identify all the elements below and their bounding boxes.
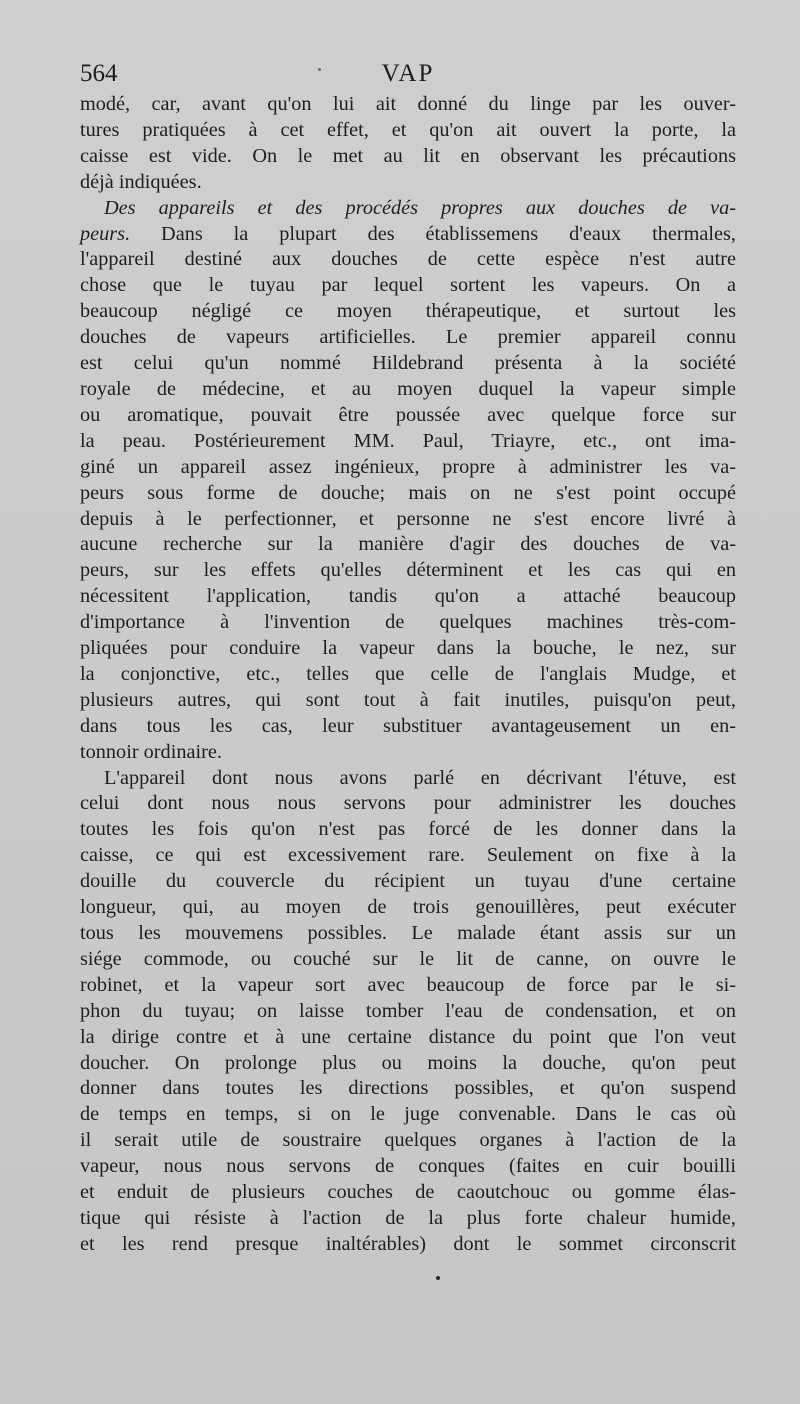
page-number: 564	[80, 60, 118, 87]
text-line: caisse est vide. On le met au lit en observant les précautions	[80, 144, 736, 167]
text-line: siége commode, ou couché sur le lit de canne, on ouvre le	[80, 947, 736, 970]
text-line: robinet, et la vapeur sort avec beaucoup de force par le si-	[80, 973, 736, 996]
body-text	[80, 92, 736, 1258]
text-line: et les rend presque inaltérables) dont le sommet circonscrit	[80, 1232, 736, 1255]
text-line: peurs sous forme de douche; mais on ne s'est point occupé	[80, 481, 736, 504]
text-line: vapeur, nous nous servons de conques (faites en cuir bouilli	[80, 1155, 736, 1178]
text-line: tous les mouvemens possibles. Le malade étant assis sur un	[80, 922, 736, 944]
text-line: modé, car, avant qu'on lui ait donné du linge par les ouver-	[80, 93, 736, 115]
text-line: l'appareil destiné aux douches de cette espèce n'est autre	[80, 248, 736, 271]
text-line: la dirige contre et à une certaine distance du point que l'on veut	[80, 1025, 736, 1048]
text-line: toutes les fois qu'on n'est pas forcé de les donner dans la	[80, 818, 736, 841]
text-line: beaucoup négligé ce moyen thérapeutique, et surtout les	[80, 300, 736, 323]
text-line	[80, 222, 736, 248]
text-line: la peau. Postérieurement MM. Paul, Triayre, etc., ont ima-	[80, 429, 736, 452]
text-line: donner dans toutes les directions possibles, et qu'on suspend	[80, 1077, 736, 1100]
text-line: plusieurs autres, qui sont tout à fait inutiles, puisqu'on peut,	[80, 688, 736, 711]
text-line: pliquées pour conduire la vapeur dans la bouche, le nez, sur	[80, 637, 736, 660]
text-line: peurs, sur les effets qu'elles déterminent et les cas qui en	[80, 559, 736, 582]
text-line-rest: Dans la plupart des établissemens d'eaux thermales,	[130, 222, 736, 245]
text-line: douches de vapeurs artificielles. Le premier appareil connu	[80, 326, 736, 349]
section-heading-tail: peurs.	[80, 222, 131, 245]
text-line: d'importance à l'invention de quelques machines très-com-	[80, 611, 736, 634]
text-line: doucher. On prolonge plus ou moins la douche, qu'on peut	[80, 1051, 736, 1074]
text-line: dans tous les cas, leur substituer avantageusement un en-	[80, 714, 736, 737]
text-line: celui dont nous nous servons pour administrer les douches	[80, 792, 736, 815]
text-line: longueur, qui, au moyen de trois genouillères, peut exécuter	[80, 896, 736, 919]
text-line: depuis à le perfectionner, et personne ne s'est encore livré à	[80, 507, 736, 530]
ink-speck	[436, 1276, 440, 1280]
text-line: et enduit de plusieurs couches de caoutchouc ou gomme élas-	[80, 1181, 736, 1204]
text-line: tique qui résiste à l'action de la plus forte chaleur humide,	[80, 1206, 736, 1229]
text-line: tures pratiquées à cet effet, et qu'on ait ouvert la porte, la	[80, 118, 736, 141]
text-line: aucune recherche sur la manière d'agir des douches de va-	[80, 533, 736, 556]
text-line: L'appareil dont nous avons parlé en décrivant l'étuve, est	[104, 766, 736, 789]
text-line: tonnoir ordinaire.	[80, 740, 222, 763]
text-line: la conjonctive, etc., telles que celle de l'anglais Mudge, et	[80, 662, 736, 685]
section-heading-line: Des appareils et des procédés propres aux douches de va-	[104, 196, 736, 219]
text-line: chose que le tuyau par lequel sortent les vapeurs. On a	[80, 274, 736, 297]
text-line: est celui qu'un nommé Hildebrand présenta à la société	[80, 352, 736, 375]
ink-speck	[318, 68, 321, 71]
text-line: ou aromatique, pouvait être poussée avec quelque force sur	[80, 403, 736, 426]
text-line: giné un appareil assez ingénieux, propre à administrer les va-	[80, 455, 736, 478]
text-line: déjà indiquées.	[80, 170, 202, 193]
text-line: il serait utile de soustraire quelques organes à l'action de la	[80, 1129, 736, 1152]
text-line: royale de médecine, et au moyen duquel la vapeur simple	[80, 377, 736, 400]
page-header	[80, 60, 736, 92]
text-line: douille du couvercle du récipient un tuyau d'une certaine	[80, 870, 736, 893]
text-line: phon du tuyau; on laisse tomber l'eau de condensation, et on	[80, 999, 736, 1022]
text-line: de temps en temps, si on le juge convenable. Dans le cas où	[80, 1103, 736, 1126]
text-line: nécessitent l'application, tandis qu'on a attaché beaucoup	[80, 585, 736, 608]
text-line: caisse, ce qui est excessivement rare. Seulement on fixe à la	[80, 844, 736, 867]
running-head: VAP	[381, 60, 435, 87]
